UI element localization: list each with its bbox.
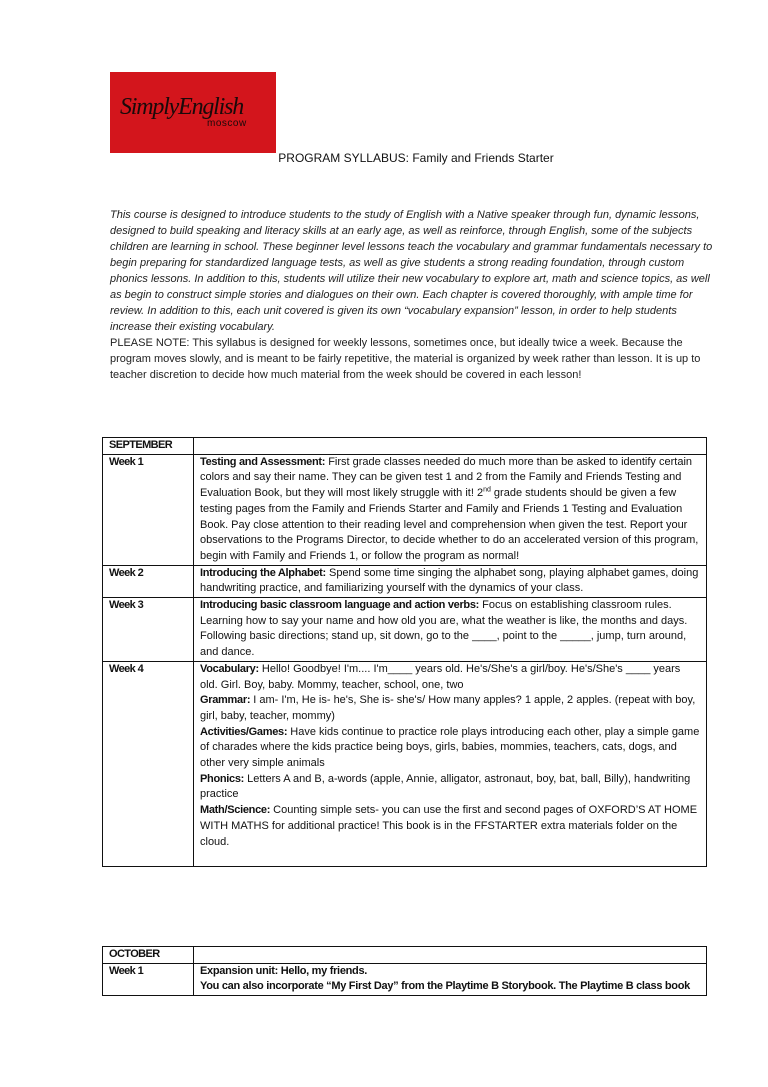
logo-subtitle: moscow	[207, 118, 247, 129]
month-empty-cell	[194, 438, 707, 455]
math-science-text: Counting simple sets- you can use the first and second pages of OXFORD’S AT HOME WITH MATHS for additional practice! This book is in the FFSTARTER extra materials folder on the cloud.	[200, 804, 698, 848]
october-table	[102, 946, 707, 996]
week-content	[194, 598, 707, 662]
vocabulary-heading: Vocabulary:	[200, 662, 259, 675]
grammar-heading: Grammar:	[200, 694, 251, 707]
page-title: PROGRAM SYLLABUS: Family and Friends Starter	[278, 151, 554, 165]
math-science-heading: Math/Science:	[200, 804, 271, 817]
week-heading: Expansion unit: Hello, my friends.	[200, 964, 368, 977]
table-row	[103, 438, 707, 455]
week-label: Week 1	[103, 454, 194, 565]
week-text: First grade classes needed do much more than be asked to identify certain colors and say their name. They can be given test 1 and 2 from the Family and Friends Testing and Evaluation Book, but they will most likely struggle with it! 2	[200, 455, 693, 500]
table-row	[103, 963, 707, 995]
phonics-text: Letters A and B, a-words (apple, Annie, alligator, astronaut, boy, bat, ball, Billy), handwriting practice	[200, 772, 691, 801]
week-content	[194, 565, 707, 597]
grammar-text: I am- I'm, He is- he's, She is- she's/ How many apples? 1 apple, 2 apples. (repeat with boy, girl, baby, teacher, mommy)	[200, 694, 696, 722]
table-row	[103, 454, 707, 565]
week-text: Spend some time singing the alphabet song, playing alphabet games, doing handwriting practice, and familiarizing yourself with the dynamics of your class.	[200, 566, 699, 595]
week-heading: Testing and Assessment:	[200, 455, 326, 468]
math-science-block	[200, 803, 700, 850]
week-label: Week 1	[103, 963, 194, 995]
logo-wordmark: SimplyEnglish	[120, 94, 244, 120]
phonics-block	[200, 772, 700, 803]
table-row	[103, 947, 707, 964]
week-heading: Introducing basic classroom language and action verbs:	[200, 599, 480, 612]
week-label: Week 4	[103, 661, 194, 866]
intro-paragraph: This course is designed to introduce students to the study of English with a Native speaker through fun, dynamic lessons, designed to build speaking and literacy skills at an early age, as well as reinforce, through English, some of the subjects children are learning in school. These beginner level lessons teach the vocabulary and grammar fundamentals necessary to begin preparing for standardized language tests, as well as give students a strong reading foundation, through custom phonics lessons. In addition to this, students will utilize their new vocabulary to explore art, math and science topics, as well as begin to construct simple stories and dialogues on their own. Each chapter is covered thoroughly, with ample time for review. In addition to this, each unit covered is given its own “vocabulary expansion” lesson, in order to help students increase their existing vocabulary.	[110, 209, 713, 333]
week-content	[194, 963, 707, 995]
week-text: grade students should be given a few testing pages from the Family and Friends Starter and Family and Friends 1 Testing and Evaluation Book. Pay close attention to their reading level and comprehension when given the test. Report your observations to the Programs Director, to decide whether to do an accelerated version of this program, begin with Family and Friends 1, or follow the program as normal!	[200, 487, 699, 562]
activities-heading: Activities/Games:	[200, 725, 288, 738]
table-row	[103, 661, 707, 866]
week-content	[194, 454, 707, 565]
phonics-heading: Phonics:	[200, 772, 245, 785]
september-table	[102, 437, 707, 867]
week-text: You can also incorporate “My First Day” from the Playtime B Storybook. The Playtime B class book	[200, 980, 690, 993]
month-cell: OCTOBER	[103, 947, 194, 964]
month-cell: SEPTEMBER	[103, 438, 194, 455]
week-text: Focus on establishing classroom rules. Learning how to say your name and how old you are, what the weather is like, the months and days. Following basic directions; stand up, sit down, go to the ____, point to the _____, jump, turn around, and dance.	[200, 599, 688, 659]
activities-text: Have kids continue to practice role plays introducing each other, play a simple game of charades where the kids practice being boys, girls, babies, mommies, teachers, cats, dogs, and other very simple animals	[200, 725, 700, 770]
activities-block	[200, 725, 700, 772]
week-label: Week 3	[103, 598, 194, 662]
superscript: nd	[483, 486, 491, 494]
vocabulary-text: Hello! Goodbye! I'm.... I'm____ years old. He's/She's a girl/boy. He's/She's ____ years old. Girl. Boy, baby. Mommy, teacher, school, one, two	[200, 662, 681, 691]
month-empty-cell	[194, 947, 707, 964]
week-heading: Introducing the Alphabet:	[200, 566, 326, 579]
simplyenglish-logo	[110, 72, 276, 153]
vocabulary-block	[200, 662, 700, 693]
table-row	[103, 565, 707, 597]
note-paragraph: PLEASE NOTE: This syllabus is designed for weekly lessons, sometimes once, but ideally twice a week. Because the program moves slowly, and is meant to be fairly repetitive, the material is organized by week rather than lesson. It is up to teacher discretion to decide how much material from the week should be covered in each lesson!	[110, 337, 701, 381]
grammar-block	[200, 693, 700, 724]
week-label: Week 2	[103, 565, 194, 597]
table-row	[103, 598, 707, 662]
week-content	[194, 661, 707, 866]
